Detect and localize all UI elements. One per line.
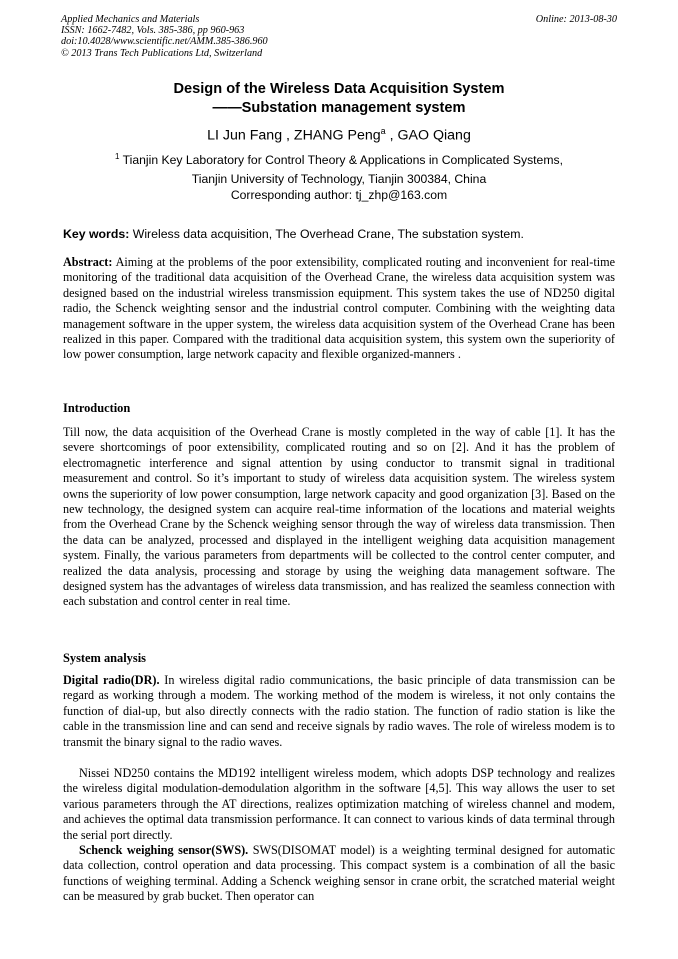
issn-line: ISSN: 1662-7482, Vols. 385-386, pp 960-963 [61,25,245,37]
sws-text: SWS(DISOMAT model) is a weighting terminal designed for automatic data collection, control operation and data processing. This compact system is a combination of all the basic functions of weighing terminal. Adding a Schenck weighing sensor in crane orbit, the scratched material weight can be measured by grab bucket. Then operator can [63,843,615,904]
copyright-line: © 2013 Trans Tech Publications Ltd, Switzerland [61,47,263,59]
affiliation-line-2: Tianjin University of Technology, Tianjin 300384, China [191,172,487,186]
keywords-colon: : [125,227,130,241]
author-list [0,126,678,144]
author-superscript: a [380,126,386,136]
affiliation-line-1 [0,148,678,169]
sws-paragraph [63,843,615,905]
digital-radio-label: Digital radio(DR). [63,673,160,687]
paper-subtitle: ——Substation management system [212,100,466,116]
corresponding-author: Corresponding author: tj_zhp@163.com [230,188,448,202]
abstract-text: Aiming at the problems of the poor extensibility, complicated routing and inconvenient for real-time monitoring of the traditional data acquisition of the Overhead Crane, the wireless data acquisition system was designed based on the industrial wireless transmission equipment. This system takes the use of ND250 digital radio, the Schenck weighting sensor and the industrial control computer. Combining with the weighting data management software in the upper system, the wireless data acquisition system of the Overhead Crane has been realized in this paper. Compared with the traditional data acquisition system, this system own the superiority of low power consumption, large network capacity and flexible organized-manners . [63,255,615,362]
affiliation-text-1: Tianjin Key Laboratory for Control Theory & Applications in Complicated Systems, [119,153,563,168]
abstract [63,255,615,363]
keywords [63,227,618,241]
doi-line: doi:10.4028/www.scientific.net/AMM.385-386.960 [61,36,268,48]
abstract-label: Abstract: [63,255,113,269]
introduction-heading: Introduction [63,401,131,415]
system-analysis-heading: System analysis [63,651,146,665]
introduction-text: Till now, the data acquisition of the Overhead Crane is mostly completed in the way of cable [1]. It has the severe shortcomings of poor extensibility, complicated routing and so on [2]. And it has the problem of electromagnetic interference and signal attention by using conductor to transmit signal in traditional measurement and control. So it’s important to study of wireless data acquisition system. The wireless system owns the superiority of low power consumption, large network capacity and good organization [3]. Based on the new technology, the designed system can acquire real-time information of the locations and material weights from the Overhead Crane by the Schenck weighing sensor through the way of wireless data transmission. Then the data can be analyzed, processed and displayed in the intelligent weighing data acquisition management system. Finally, the various parameters from departments will be collected to the control center computer, and realized the data analysis, processing and storage by using the weighing data management software. The designed system has the advantages of wireless data transmission, and has realized the seamless connection with each substation and control center in real time. [63,425,615,609]
paper-title: Design of the Wireless Data Acquisition System [173,81,505,97]
digital-radio-paragraph [63,673,615,750]
online-date: Online: 2013-08-30 [535,14,617,25]
digital-radio-text: In wireless digital radio communications, the basic principle of data transmission can be regard as working through a modem. The working method of the modem is wireless, it not only contains the function of dial-up, but also directly connects with the radio station. The function of radio station is like the cable in the transmission line and can send and receive signals by radio waves. The role of wireless modem is to transmit the binary signal to the radio waves. [63,673,616,749]
nissei-paragraph: Nissei ND250 contains the MD192 intelligent wireless modem, which adopts DSP technology and realizes the wireless digital modulation-demodulation algorithm in the software [4,5]. This way allows the user to set various parameters through the AT directions, realizes optimization matching of wireless channel and modem, and achieves the optimal data transmission performance. It can connect to various kinds of data terminal through the serial port directly. [63,766,615,842]
journal-name: Applied Mechanics and Materials [61,14,200,25]
keywords-text: Wireless data acquisition, The Overhead Crane, The substation system. [129,227,524,241]
affiliation-marker: 1 [115,152,120,161]
author-names: LI Jun Fang , ZHANG Peng [207,127,381,144]
journal-metadata [61,14,617,59]
keywords-label: Key words [63,227,126,241]
author-names-rest: , GAO Qiang [385,127,471,144]
sws-label: Schenck weighing sensor(SWS). [79,843,249,857]
